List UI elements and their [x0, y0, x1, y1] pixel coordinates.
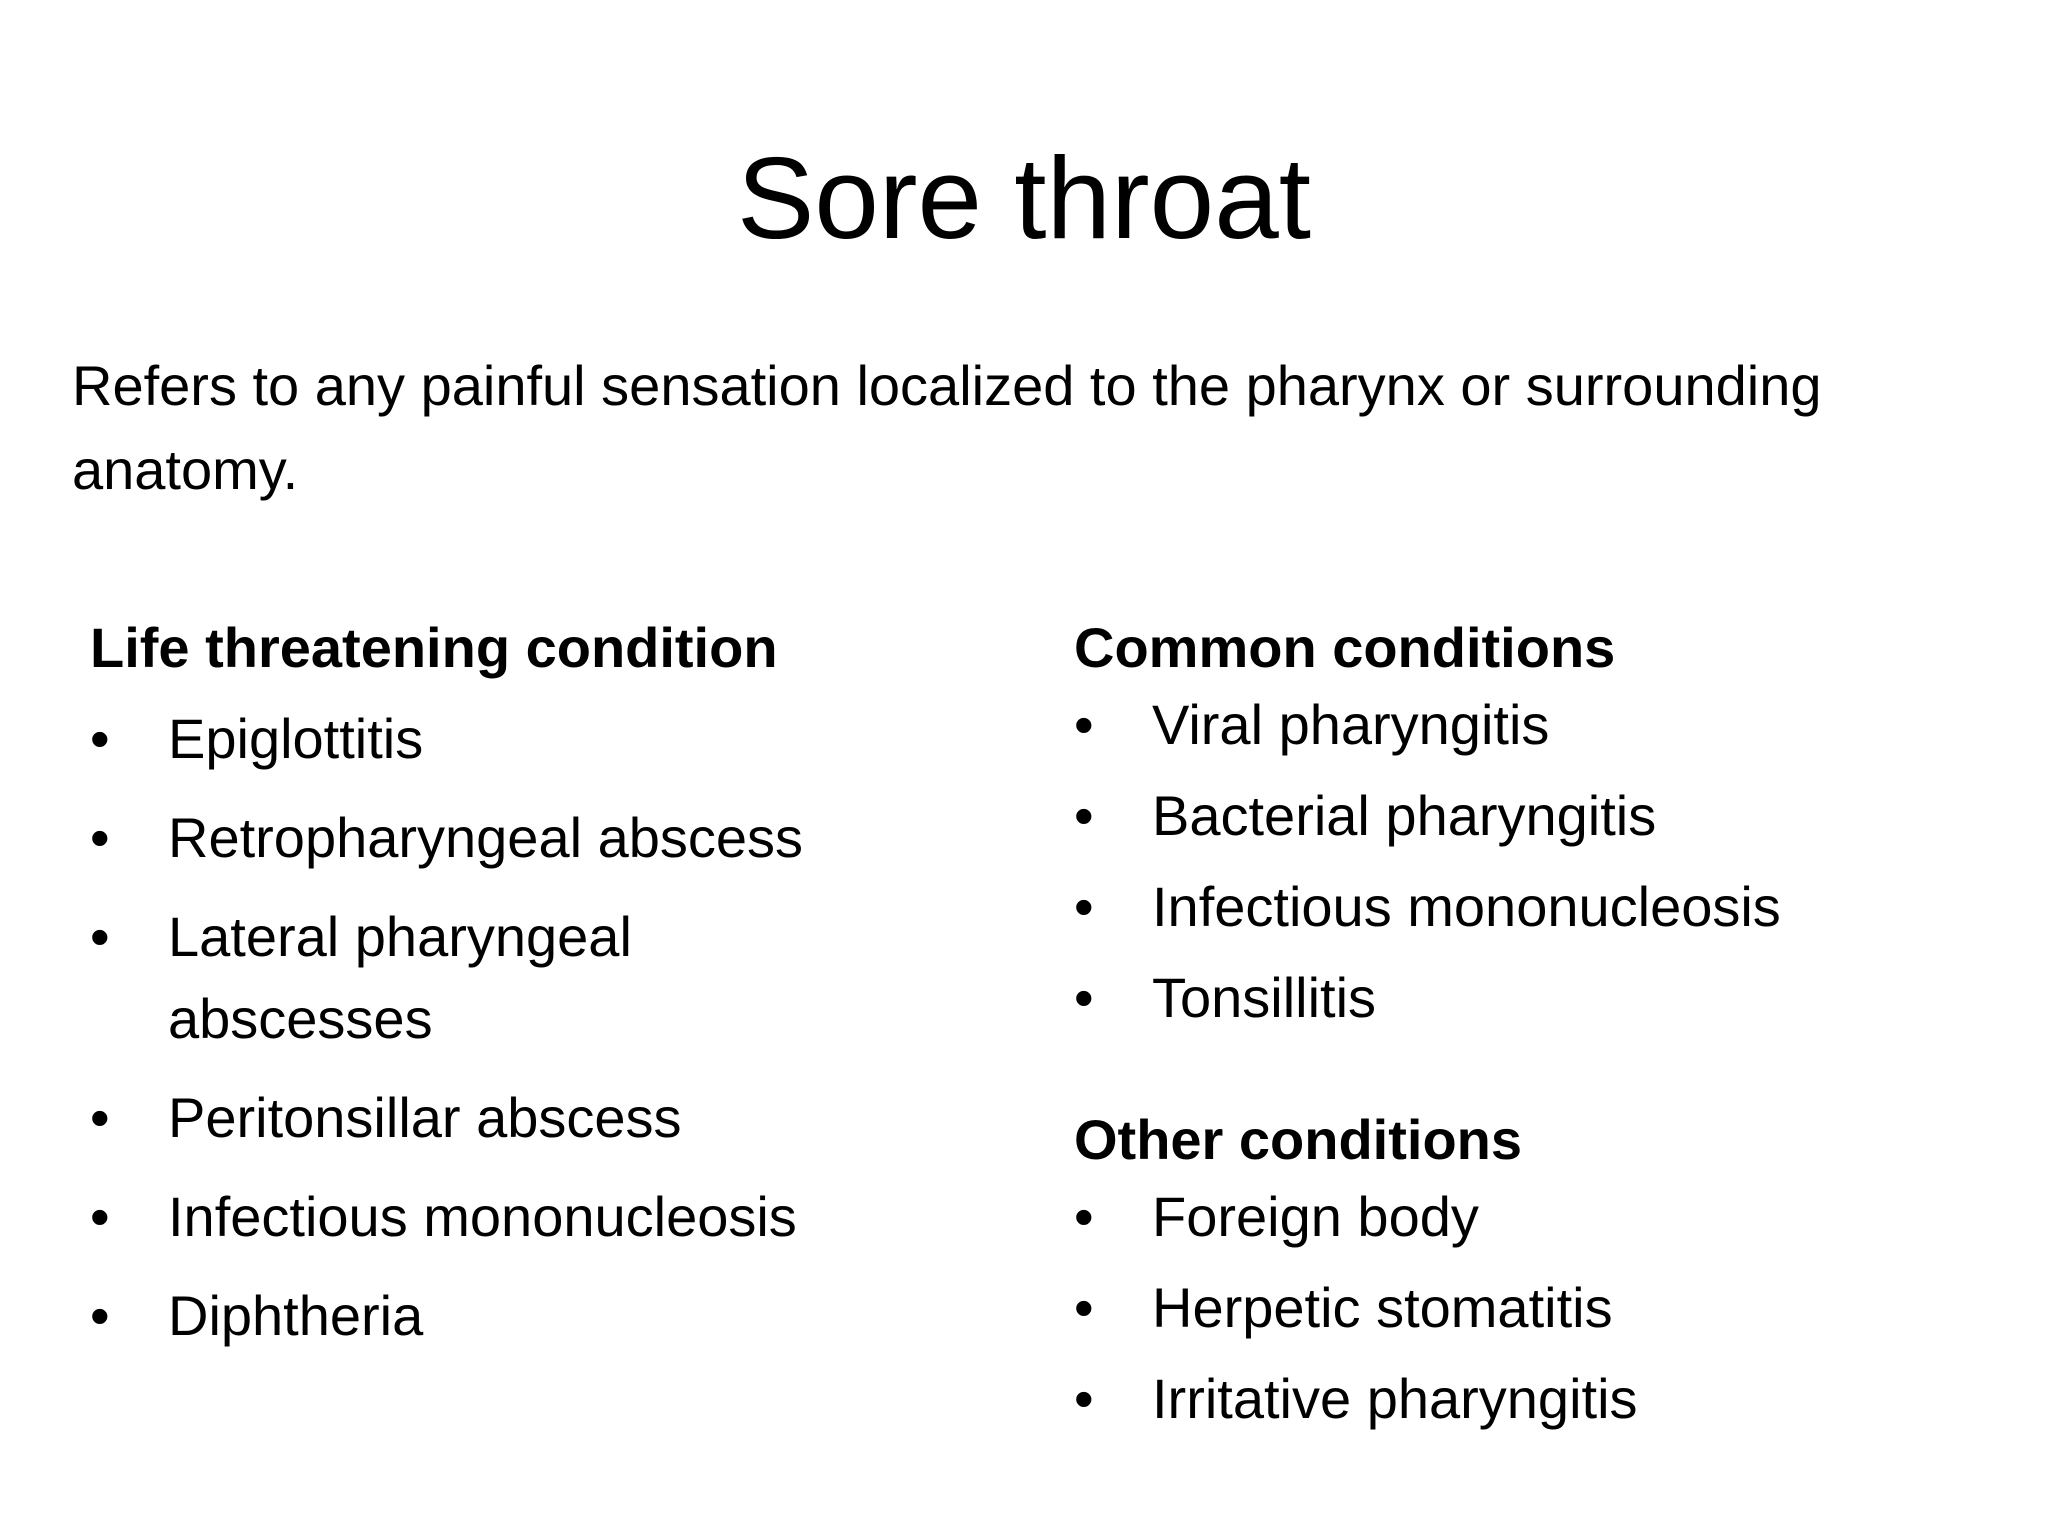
bullet-icon: • — [1074, 875, 1094, 938]
bullet-icon: • — [1074, 1276, 1094, 1339]
list-item-text: Foreign body — [1152, 1185, 1479, 1248]
bullet-icon: • — [90, 707, 110, 770]
bullet-icon: • — [1074, 1185, 1094, 1248]
life-threatening-heading: Life threatening condition — [90, 616, 778, 679]
list-item — [90, 797, 990, 879]
list-item-text: Lateral pharyngeal abscesses — [168, 905, 632, 1050]
life-threatening-column — [90, 608, 990, 1374]
list-item — [90, 698, 990, 780]
common-and-other-column — [1074, 608, 1974, 1449]
list-item-text: Bacterial pharyngitis — [1152, 784, 1657, 847]
list-item-text: Infectious mononucleosis — [168, 1185, 797, 1248]
bullet-icon: • — [1074, 966, 1094, 1029]
bullet-icon: • — [90, 905, 110, 968]
common-conditions-heading: Common conditions — [1074, 616, 1616, 679]
list-item — [1074, 866, 1974, 948]
list-item — [1074, 1267, 1974, 1349]
list-item-text: Tonsillitis — [1152, 966, 1377, 1029]
bullet-icon: • — [90, 1185, 110, 1248]
bullet-icon: • — [1074, 784, 1094, 847]
list-item — [90, 1275, 990, 1357]
bullet-icon: • — [90, 1086, 110, 1149]
list-item-text: Infectious mononucleosis — [1152, 875, 1781, 938]
other-conditions-heading: Other conditions — [1074, 1108, 1522, 1171]
slide-title: Sore throat — [737, 133, 1311, 263]
list-item-text: Peritonsillar abscess — [168, 1086, 682, 1149]
bullet-icon: • — [90, 806, 110, 869]
list-item-text: Herpetic stomatitis — [1152, 1276, 1613, 1339]
list-item-text: Diphtheria — [168, 1284, 424, 1347]
other-conditions-list — [1074, 1176, 1974, 1440]
list-item — [1074, 1176, 1974, 1258]
list-item-text: Retropharyngeal abscess — [168, 806, 804, 869]
life-threatening-list — [90, 698, 990, 1357]
bullet-icon: • — [1074, 1367, 1094, 1430]
list-item — [1074, 684, 1974, 766]
list-item — [90, 1176, 990, 1258]
common-conditions-list — [1074, 684, 1974, 1039]
list-item — [90, 896, 808, 1060]
list-item — [1074, 775, 1974, 857]
list-item-text: Epiglottitis — [168, 707, 424, 770]
list-item — [90, 1077, 990, 1159]
bullet-icon: • — [1074, 693, 1094, 756]
list-item-text: Irritative pharyngitis — [1152, 1367, 1638, 1430]
intro-text: Refers to any painful sensation localized to the pharynx or surrounding anatomy. — [72, 354, 1822, 501]
bullet-icon: • — [90, 1284, 110, 1347]
list-item — [1074, 1358, 1974, 1440]
list-item-text: Viral pharyngitis — [1152, 693, 1550, 756]
list-item — [1074, 957, 1974, 1039]
